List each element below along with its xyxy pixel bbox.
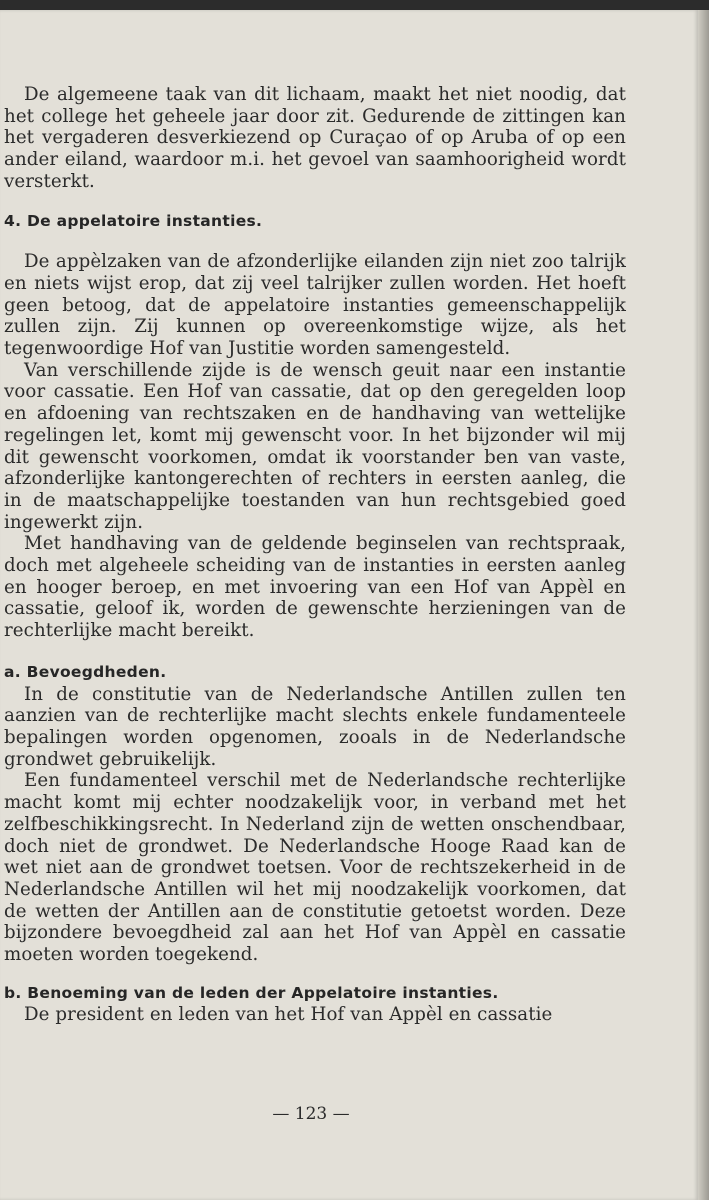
paragraph: De president en leden van het Hof van Appèl en cassatie	[24, 1004, 553, 1026]
paragraph: Van verschillende zijde is de wensch geuit naar een instantie voor cassatie. Een Hof van cassatie, dat op den geregelden loop en afdoening van rechtszaken en de handhaving van wettelijke regelingen let, komt mij gewenscht voor. In het bijzonder wil mij dit gewenscht voorkomen, omdat ik voorstander ben van vaste, afzonderlijke kantongerechten of rechters in eersten aanleg, die in de maatschappelijke toestanden van hun rechtsgebied goed ingewerkt zijn.	[4, 359, 626, 533]
page-edge	[698, 10, 709, 1200]
page-number: — 123 —	[272, 1104, 350, 1124]
book-page	[0, 10, 698, 1200]
paragraph: In de constitutie van de Nederlandsche Antillen zullen ten aanzien van de rechterlijke macht slechts enkele fundamenteele bepalingen worden opgenomen, zooals in de Nederlandsche grondwet gebruikelijk.	[4, 683, 626, 770]
paragraph: De appèlzaken van de afzonderlijke eilanden zijn niet zoo talrijk en niets wijst erop, dat zij veel talrijker zullen worden. Het hoeft geen betoog, dat de appelatoire instanties gemeenschappelijk zullen zijn. Zij kunnen op overeenkomstige wijze, als het tegenwoordige Hof van Justitie worden samengesteld.	[4, 251, 626, 360]
section-heading: 4. De appelatoire instanties.	[4, 211, 263, 230]
subsection-heading: a. Bevoegdheden.	[4, 662, 167, 681]
paragraph: Een fundamenteel verschil met de Nederlandsche rechterlijke macht komt mij echter noodzakelijk voor, in verband met het zelfbeschikkingsrecht. In Nederland zijn de wetten onschendbaar, doch niet de grondwet. De Nederlandsche Hooge Raad kan de wet niet aan de grondwet toetsen. Voor de rechtszekerheid in de Nederlandsche Antillen wil het mij noodzakelijk voorkomen, dat de wetten der Antillen aan de constitutie getoetst worden. Deze bijzondere bevoegdheid zal aan het Hof van Appèl en cassatie moeten worden toegekend.	[4, 770, 626, 966]
paragraph: Met handhaving van de geldende beginselen van rechtspraak, doch met algeheele scheiding van de instanties in eersten aanleg en hooger beroep, en met invoering van een Hof van Appèl en cassatie, geloof ik, worden de gewenschte herzieningen van de rechterlijke macht bereikt.	[4, 533, 626, 642]
page-body	[4, 84, 626, 1026]
subsection-heading: b. Benoeming van de leden der Appelatoire instanties.	[4, 983, 499, 1002]
paragraph: De algemeene taak van dit lichaam, maakt het niet noodig, dat het college het geheele jaar door zit. Gedurende de zittingen kan het vergaderen desverkiezend op Curaçao of op Aruba of op een ander eiland, waardoor m.i. het gevoel van saamhoorigheid wordt versterkt.	[4, 84, 626, 192]
